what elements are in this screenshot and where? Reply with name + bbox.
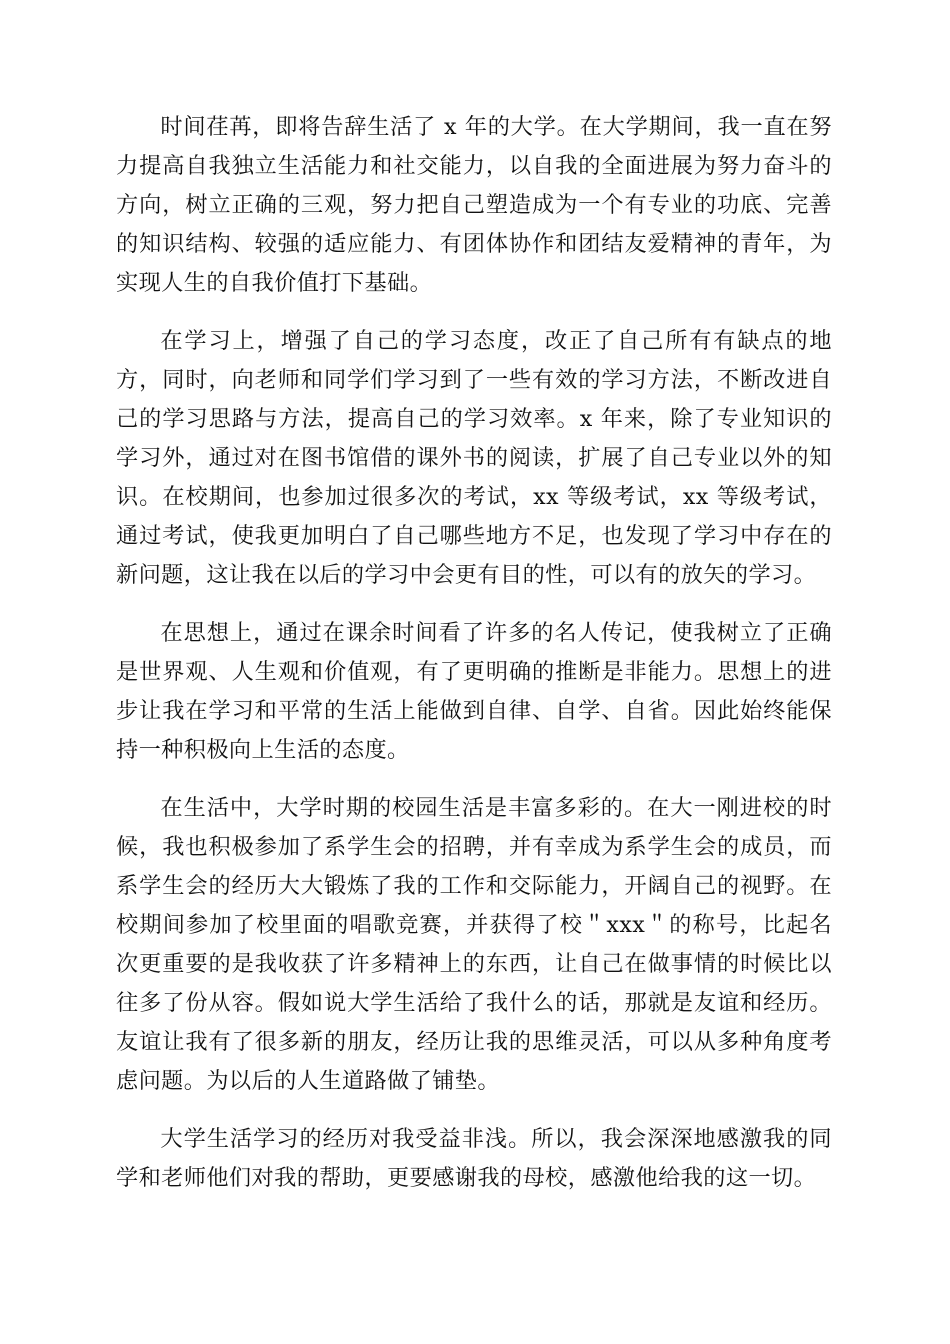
paragraph-3: 在思想上，通过在课余时间看了许多的名人传记，使我树立了正确是世界观、人生观和价值观，有了更明确的推断是非能力。思想上的进步让我在学习和平常的生活上能做到自律、自学、自省。因此始终能保持一种积极向上生活的态度。 xyxy=(116,620,832,763)
paragraph-4: 在生活中，大学时期的校园生活是丰富多彩的。在大一刚进校的时候，我也积极参加了系学生会的招聘，并有幸成为系学生会的成员，而系学生会的经历大大锻炼了我的工作和交际能力，开阔自己的视野。在校期间参加了校里面的唱歌竞赛，并获得了校＂xxx＂的称号，比起名次更重要的是我收获了许多精神上的东西，让自己在做事情的时候比以往多了份从容。假如说大学生活给了我什么的话，那就是友谊和经历。友谊让我有了很多新的朋友，经历让我的思维灵活，可以从多种角度考虑问题。为以后的人生道路做了铺垫。 xyxy=(116,795,832,1094)
paragraph-1: 时间荏苒，即将告辞生活了 x 年的大学。在大学期间，我一直在努力提高自我独立生活能力和社交能力，以自我的全面进展为努力奋斗的方向，树立正确的三观，努力把自己塑造成为一个有专业的功底、完善的知识结构、较强的适应能力、有团体协作和团结友爱精神的青年，为实现人生的自我价值打下基础。 xyxy=(116,114,832,296)
paragraph-5: 大学生活学习的经历对我受益非浅。所以，我会深深地感激我的同学和老师他们对我的帮助，更要感谢我的母校，感激他给我的这一切。 xyxy=(116,1126,832,1191)
document-body xyxy=(116,108,832,1217)
paragraph-2: 在学习上，增强了自己的学习态度，改正了自己所有有缺点的地方，同时，向老师和同学们学习到了一些有效的学习方法，不断改进自己的学习思路与方法，提高自己的学习效率。x 年来，除了专业知识的学习外，通过对在图书馆借的课外书的阅读，扩展了自己专业以外的知识。在校期间，也参加过很多次的考试，xx 等级考试，xx 等级考试，通过考试，使我更加明白了自己哪些地方不足，也发现了学习中存在的新问题，这让我在以后的学习中会更有目的性，可以有的放矢的学习。 xyxy=(116,328,832,588)
